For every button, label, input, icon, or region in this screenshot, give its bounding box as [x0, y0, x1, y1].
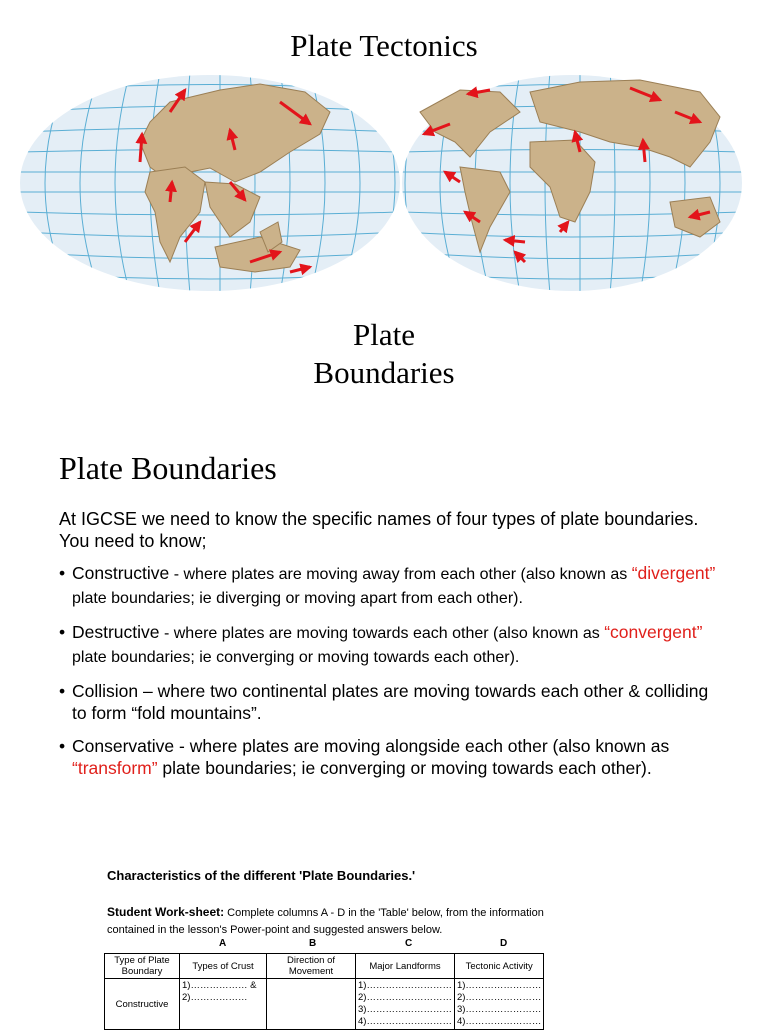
description: plate boundaries; ie diverging or moving apart from each other).	[72, 590, 523, 607]
header-cell: Types of Crust	[180, 954, 267, 979]
column-letter-b: B	[309, 938, 317, 949]
description: - where plates are moving towards each other (also known as	[159, 625, 605, 642]
answer-line: 2)………………	[182, 992, 248, 1003]
activity-cell[interactable]	[454, 979, 543, 1030]
list-item	[59, 680, 719, 724]
header-cell: Direction of Movement	[267, 954, 356, 979]
table-row	[105, 979, 544, 1030]
answer-line: 3)……………………	[456, 1004, 542, 1015]
worksheet-title: Characteristics of the different 'Plate Boundaries.'	[107, 868, 416, 883]
boundary-list	[59, 562, 719, 790]
column-letter-d: D	[500, 938, 508, 949]
term: Conservative	[72, 736, 175, 756]
landforms-cell[interactable]	[356, 979, 455, 1030]
highlight: “convergent”	[604, 622, 703, 642]
instructions-text: Complete columns A - D in the 'Table' below, from the information contained in the lesson's Power-point and suggested answers below.	[107, 907, 544, 936]
bullet-icon: •	[59, 563, 66, 583]
worksheet-table	[104, 953, 544, 1030]
term: Constructive	[72, 563, 170, 583]
header-cell: Type of Plate Boundary	[105, 954, 180, 979]
worksheet-label: Student Work-sheet:	[107, 905, 225, 919]
row-label: Constructive	[105, 979, 180, 1030]
list-item	[59, 735, 719, 779]
pangaea-map	[20, 72, 400, 294]
list-item	[59, 621, 719, 669]
answer-line: 2)………………………	[358, 992, 452, 1003]
modern-world-map	[402, 72, 742, 294]
header-cell: Tectonic Activity	[454, 954, 543, 979]
answer-line: 1)……………… &	[182, 980, 257, 991]
highlight: “divergent”	[631, 563, 716, 583]
slide-title: Plate Tectonics	[290, 28, 478, 63]
description: - where plates are moving alongside each other (also known as	[174, 736, 670, 756]
movement-cell[interactable]	[267, 979, 356, 1030]
slide-subtitle	[0, 316, 768, 392]
description: – where two continental plates are moving towards each other & colliding to form “fold mountains”.	[72, 681, 709, 723]
term: Destructive	[72, 622, 160, 642]
crust-cell[interactable]	[180, 979, 267, 1030]
description: plate boundaries; ie converging or moving towards each other).	[72, 649, 520, 666]
table-header-row	[105, 954, 544, 979]
description: plate boundaries; ie converging or moving towards each other).	[157, 758, 652, 778]
answer-line: 4)………………………	[358, 1016, 452, 1027]
answer-line: 3)………………………	[358, 1004, 452, 1015]
subtitle-line-1: Plate	[353, 317, 415, 352]
term: Collision	[72, 681, 139, 701]
answer-line: 1)………………………	[358, 980, 452, 991]
bullet-icon: •	[59, 622, 66, 642]
subtitle-line-2: Boundaries	[313, 355, 455, 390]
column-letter-c: C	[405, 938, 413, 949]
worksheet-instructions	[107, 904, 547, 939]
description: - where plates are moving away from each other (also known as	[169, 566, 632, 583]
highlight: “transform”	[72, 758, 158, 778]
answer-line: 2)……………………	[456, 992, 542, 1003]
bullet-icon: •	[59, 736, 66, 756]
world-maps-illustration	[20, 72, 744, 294]
list-item	[59, 562, 719, 610]
answer-line: 4)……………………	[456, 1016, 542, 1027]
header-cell: Major Landforms	[356, 954, 455, 979]
section-heading: Plate Boundaries	[59, 450, 277, 486]
intro-paragraph: At IGCSE we need to know the specific names of four types of plate boundaries. You need to know;	[59, 509, 699, 551]
column-letter-a: A	[219, 938, 227, 949]
answer-line: 1)……………………	[456, 980, 542, 991]
bullet-icon: •	[59, 681, 66, 701]
